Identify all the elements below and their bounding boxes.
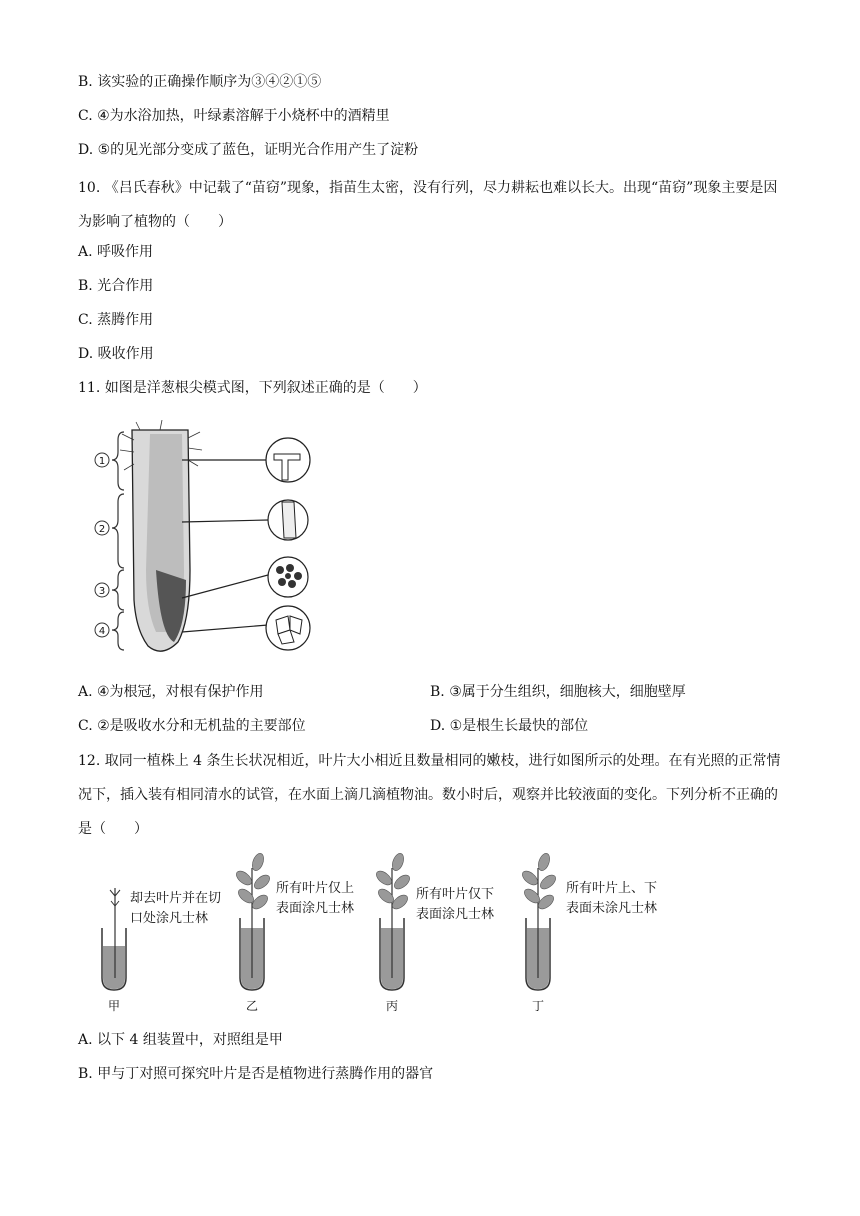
tube-jia xyxy=(102,888,221,1013)
transpiration-tubes-figure xyxy=(80,848,720,1020)
q11-option-b: B. ③属于分生组织，细胞核大，细胞壁厚 xyxy=(430,684,686,700)
onion-root-tip-figure xyxy=(90,420,330,660)
q10-stem: 10. 《吕氏春秋》中记载了“苗窃”现象，指苗生太密，没有行列，尽力耕耘也难以长大。出现“苗窃”现象主要是因为影响了植物的（ ） xyxy=(78,180,778,230)
tube-bing xyxy=(374,852,494,1013)
q12-option-a: A. 以下 4 组装置中，对照组是甲 xyxy=(78,1032,283,1048)
tube-jia-note-line1: 却去叶片并在切 xyxy=(130,891,222,906)
q10-option-c: C. 蒸腾作用 xyxy=(78,312,154,328)
tube-ding-note-line1: 所有叶片上、下 xyxy=(566,881,658,896)
tube-ding-note-line2: 表面未涂凡士林 xyxy=(566,901,658,916)
bracket-2 xyxy=(112,494,124,568)
bracket-3 xyxy=(112,570,124,610)
tube-yi-note-line1: 所有叶片仅上 xyxy=(276,881,355,896)
tube-bing-note-line2: 表面涂凡士林 xyxy=(416,907,495,922)
q11-option-d: D. ①是根生长最快的部位 xyxy=(430,718,589,734)
tube-yi xyxy=(234,852,354,1013)
tube-jia-note-line2: 口处涂凡士林 xyxy=(130,911,209,926)
bracket-4 xyxy=(112,612,124,650)
q10-option-d: D. 吸收作用 xyxy=(78,346,154,362)
q10-option-b: B. 光合作用 xyxy=(78,278,154,294)
tube-ding xyxy=(520,852,657,1013)
q9-option-d: D. ⑤的见光部分变成了蓝色，证明光合作用产生了淀粉 xyxy=(78,142,419,158)
region-label-2: 2 xyxy=(98,524,106,535)
q11-option-c: C. ②是吸收水分和无机盐的主要部位 xyxy=(78,718,306,734)
q12-stem: 12. 取同一植株上 4 条生长状况相近，叶片大小相近且数量相同的嫩枝，进行如图所示的处理。在有光照的正常情况下，插入装有相同清水的试管，在水面上滴几滴植物油。数小时后，观察并比较液面的变化。下列分析不正确的是（ ） xyxy=(78,753,781,837)
tube-yi-note-line2: 表面涂凡士林 xyxy=(276,901,355,916)
region-label-1: 1 xyxy=(98,456,106,467)
tube-jia-label: 甲 xyxy=(107,999,121,1013)
tube-ding-label: 丁 xyxy=(531,999,545,1013)
tube-yi-label: 乙 xyxy=(245,999,259,1013)
q9-option-c: C. ④为水浴加热，叶绿素溶解于小烧杯中的酒精里 xyxy=(78,108,390,124)
tube-bing-label: 丙 xyxy=(385,999,399,1013)
q11-stem: 11. 如图是洋葱根尖模式图，下列叙述正确的是（ ） xyxy=(78,380,427,396)
q12-option-b: B. 甲与丁对照可探究叶片是否是植物进行蒸腾作用的器官 xyxy=(78,1066,434,1082)
q9-option-b: B. 该实验的正确操作顺序为③④②①⑤ xyxy=(78,74,322,90)
region-label-3: 3 xyxy=(98,586,106,597)
region-label-4: 4 xyxy=(98,626,106,637)
q11-option-a: A. ④为根冠，对根有保护作用 xyxy=(78,684,264,700)
tube-bing-note-line1: 所有叶片仅下 xyxy=(416,887,495,902)
q10-option-a: A. 呼吸作用 xyxy=(78,244,154,260)
bracket-1 xyxy=(112,432,124,490)
